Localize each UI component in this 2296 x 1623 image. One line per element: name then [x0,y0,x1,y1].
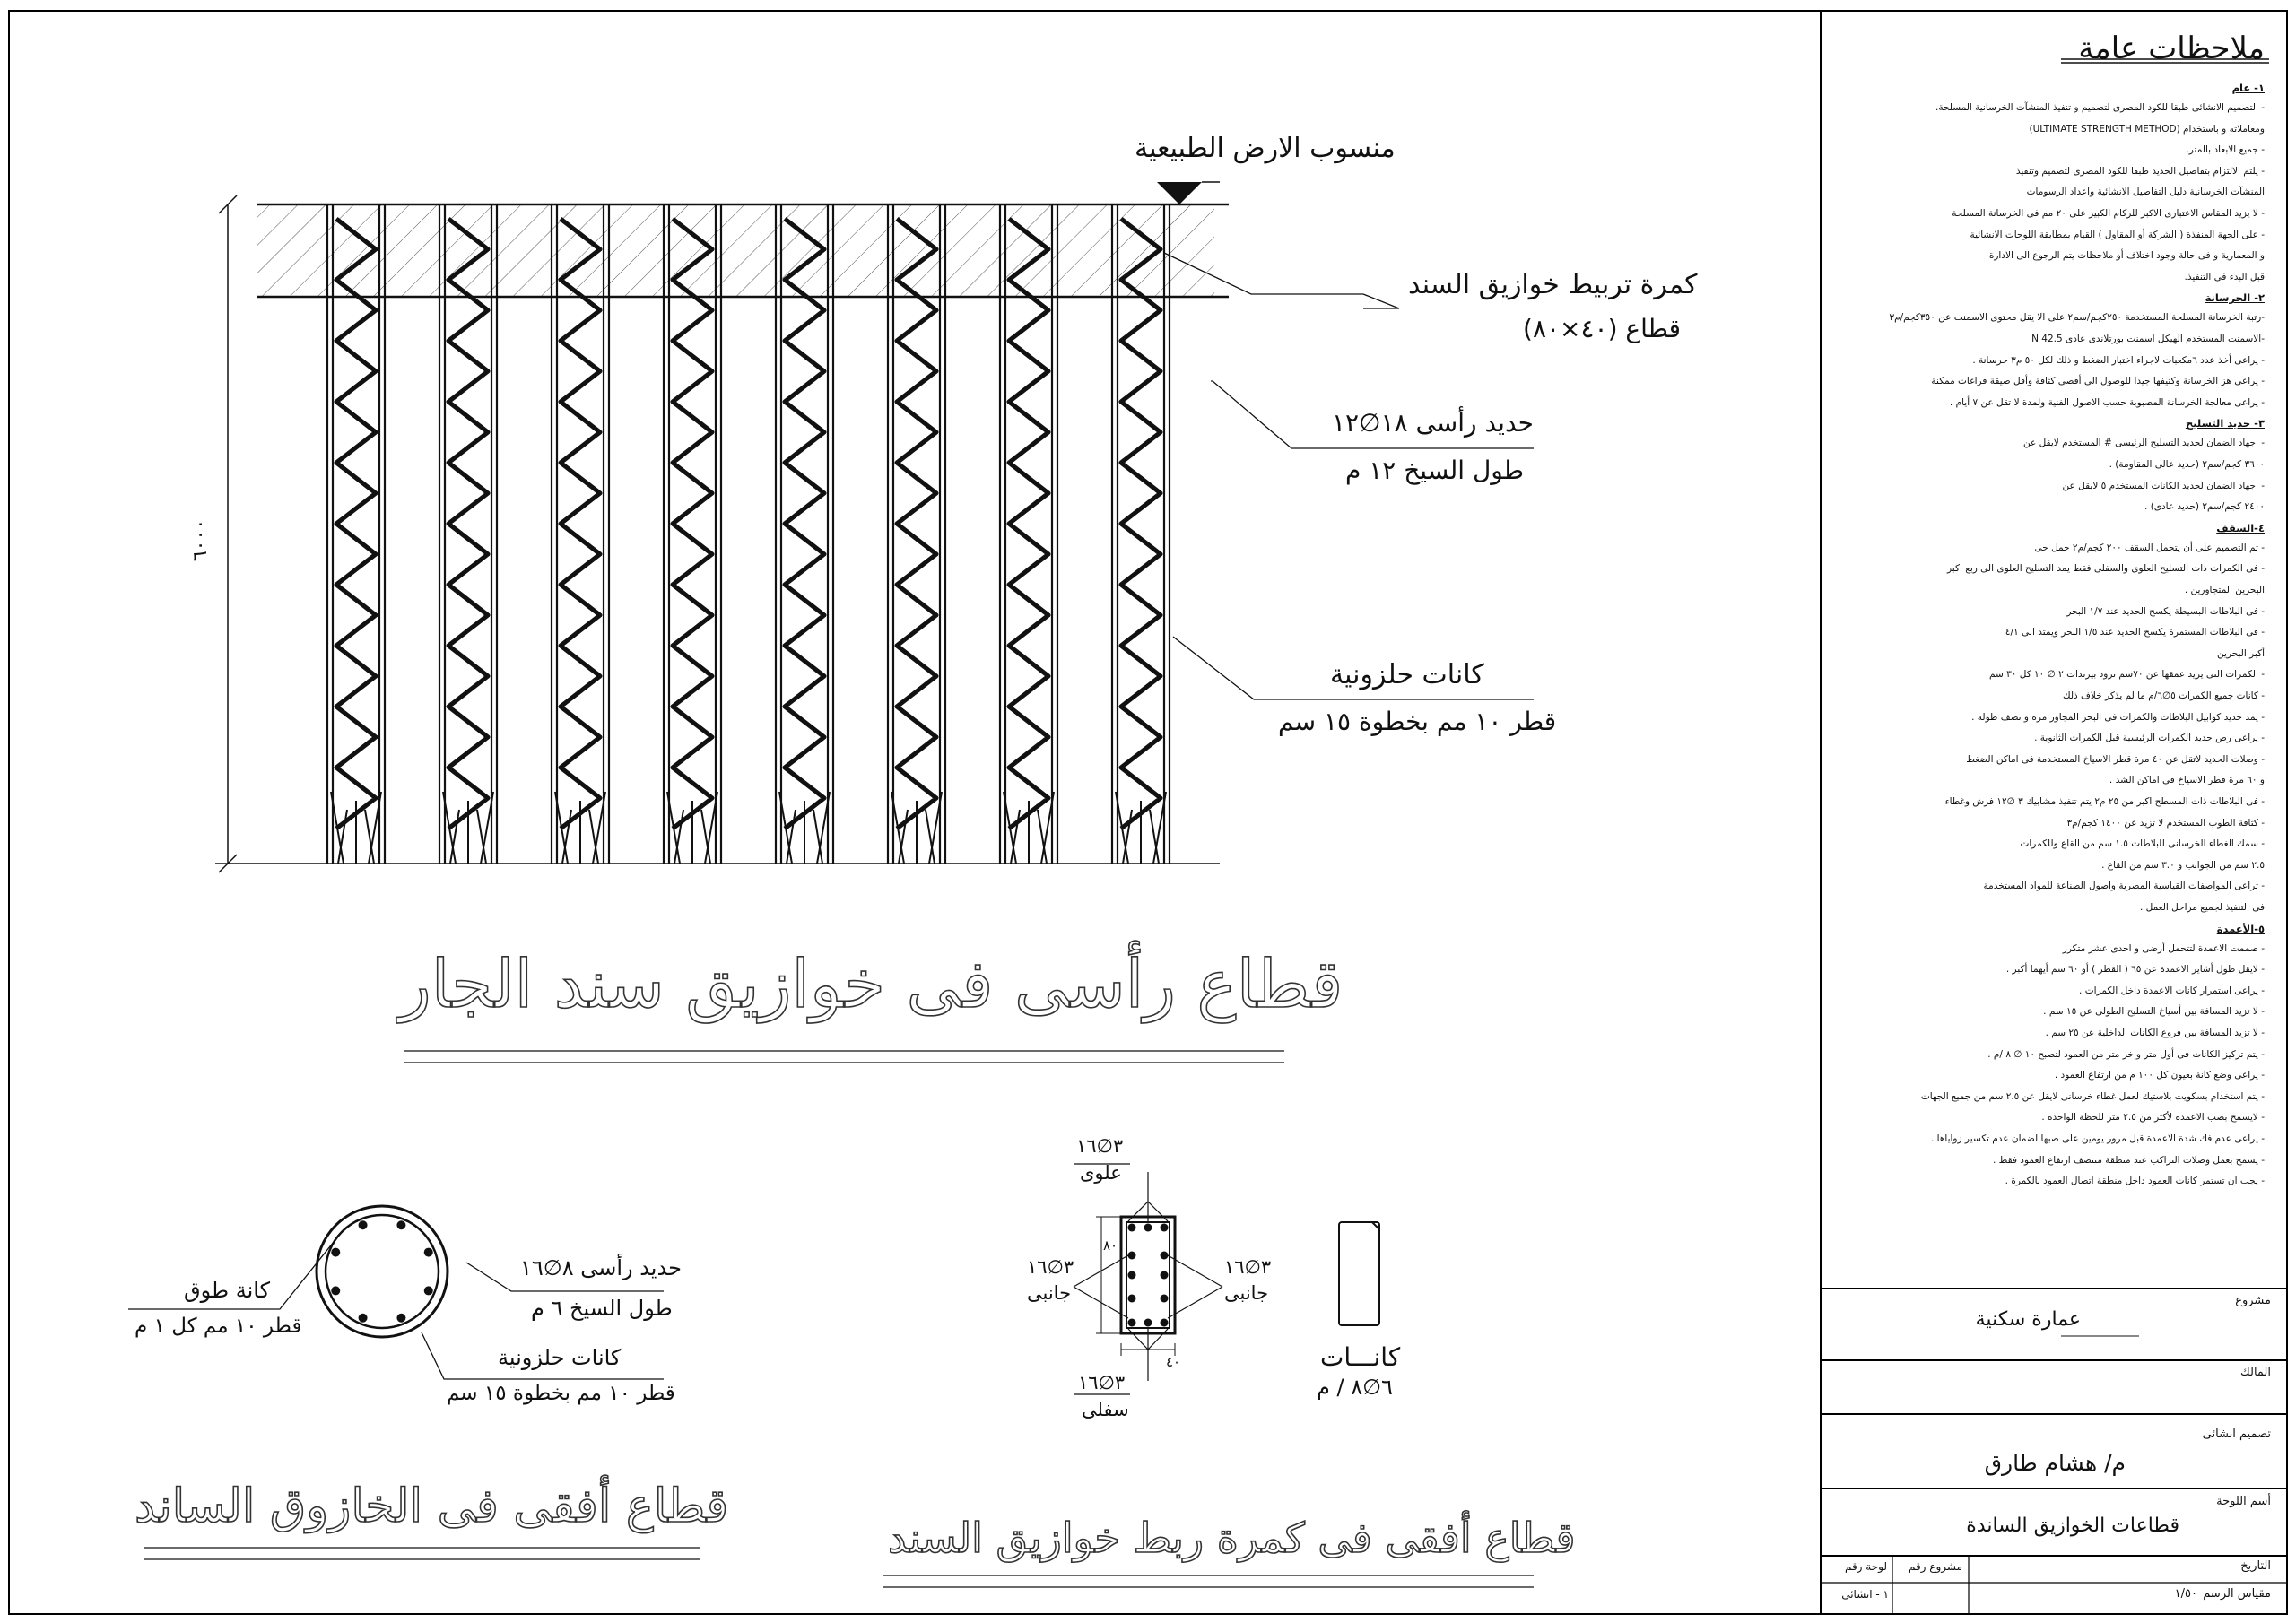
notes-line: - يراعى معالجة الخرسانة المصبوبة حسب الاصول الفنية ولمدة لا تقل عن ٧ أيام . [1949,396,2265,408]
spiral [336,219,376,829]
project-label: مشروع [2235,1294,2271,1307]
notes-heading: ٣- حديد التسليح [2185,417,2265,430]
beam-bar [1128,1295,1136,1303]
notes-line: - جميع الابعاد بالمتر. [2186,144,2265,156]
pile [888,204,945,864]
notes-line: - يتم تركيز الكانات فى أول متر واخر متر من العمود لتصبح ١٠ ∅ ٨ /م . [1987,1048,2265,1060]
top-bars-label: ٣∅١٦ [1076,1135,1124,1157]
bar-length-label: طول السيخ ١٢ م [1345,456,1525,485]
spiral-spec-label: قطر ١٠ مم بخطوة ١٥ سم [1278,707,1557,736]
dimension-label: ٦٠٠٠ [189,518,213,562]
notes-line: - اجهاد الضمان لحديد التسليح الرئيسى # المستخدم لايقل عن [2022,438,2265,449]
pile-bar [331,1248,340,1257]
notes-line: - يراعى هز الخرسانة وكثيفها جيدا للوصول الى أقصى كثافة وأقل ضيقة فراغات ممكنة [1931,376,2265,387]
spiral [897,219,936,829]
notes-heading: ٤-السقف [2216,521,2265,534]
ring-spec-label: قطر ١٠ مم كل ١ م [135,1315,302,1338]
tie-beam-hatch [257,204,1214,297]
notes-line: - لايقل طول أشاير الاعمدة عن ٦٥ ( القطر ) أو ٦٠ سم أيهما أكبر . [2005,964,2265,976]
notes-line: - لا يزيد المقاس الاعتبارى الاكبر للركام الكبير على ٢٠ مم فى الخرسانة المسلحة [1952,208,2265,219]
ground-level-marker [1157,182,1202,204]
notes-line: - تم التصميم على أن يتحمل السقف ٢٠٠ كجم/م٢ حمل حى [2034,542,2265,553]
bottom-bars-label: ٣∅١٦ [1078,1372,1126,1393]
beam-bar [1128,1271,1136,1280]
design-label: تصميم انشائى [2202,1428,2271,1441]
top-word-label: علوى [1080,1162,1122,1184]
tie-beam-section-label: قطاع (٤٠×٨٠) [1523,314,1681,343]
side-left-word-label: جانبى [1027,1282,1072,1304]
notes-line: - يراعى عدم فك شدة الاعمدة قبل مرور يومين على صبها لضمان عدم تكسير زواياها . [1930,1133,2265,1144]
notes-line: - فى البلاطات ذات المسطح اكبر من ٢٥ م٢ يتم تنفيذ مشابيك ٣ ∅١٢ فرش وغطاء [1944,796,2265,807]
notes-line: - لايسمح بصب الاعمدة لأكثر من ٢.٥ متر للحظة الواحدة . [2041,1112,2265,1124]
notes-line: ٣٦٠٠ كجم/سم٢ (حديد عالى المقاومة) . [2109,459,2265,470]
stirrup-shape [1339,1222,1379,1325]
notes-line: - لا تزيد المسافة بين فروع الكانات الداخلية عن ٢٥ سم . [2045,1028,2265,1038]
spiral-circle [326,1215,439,1328]
spiral [1009,219,1048,829]
notes-line: -الاسمنت المستخدم الهيكل اسمنت بورتلاندى عادى N 42.5 [2031,334,2265,344]
notes-line: - يجب ان تستمر كانات العمود داخل منطقة اتصال العمود بالكمرة . [2005,1176,2265,1187]
notes-line: - يلتم الالتزام بتفاصيل الحديد طبقا للكود المصرى لتصميم وتنفيذ [2015,165,2265,177]
notes-line: - اجهاد الضمان لحديد الكانات المستخدم ٥ لايقل عن [2062,480,2265,491]
beam-bar [1128,1224,1136,1232]
side-left-bars-label: ٣∅١٦ [1027,1256,1074,1278]
side-right-word-label: جانبى [1224,1282,1269,1304]
notes-line: البحرين المتجاورين . [2184,585,2265,595]
ground-level-label: منسوب الارض الطبيعية [1135,133,1396,164]
notes-line: - فى الكمرات ذات التسليح العلوى والسفلى فقط يمد التسليح العلوى الى ربع اكبر [1947,563,2265,575]
pile-bar [396,1314,405,1323]
pile [1000,204,1057,864]
design-value: م/ هشام طارق [1984,1450,2126,1476]
dim-width-label: ٤٠ [1166,1354,1181,1370]
side-right-bars-label: ٣∅١٦ [1224,1256,1272,1278]
notes-line: ٢٤٠٠ كجم/سم٢ (حديد عادى) . [2144,501,2265,513]
project-value: عمارة سكنية [1975,1308,2081,1331]
notes-heading: ٢- الخرسانة [2205,291,2265,305]
notes-line: - التصميم الانشائى طبقا للكود المصرى لتصميم و تنفيذ المنشآت الخرسانية المسلحة. [1935,102,2265,113]
notes-line: المنشآت الخرسانية دليل التفاصيل الانشائية واعداد الرسومات [2026,187,2265,198]
title-block [1821,1289,2287,1614]
spiral [785,219,824,829]
owner-label: المالك [2240,1366,2271,1379]
notes-line: - صممت الاعمدة لتتحمل أرضى و احدى عشر متكرر [2062,942,2265,954]
pile-bar [359,1220,368,1229]
notes-line: -رتبة الخرسانة المسلحة المستخدمة ٢٥٠كجم/سم٢ على الا يقل محتوى الاسمنت عن ٣٥٠كجم/م٣ [1889,312,2265,324]
pile-bar [424,1286,433,1295]
beam-bar [1161,1252,1169,1260]
notes-line: - فى البلاطات المستمرة يكسح الحديد عند ١/٥ البحر ويمتد الى ٤/١ [2005,627,2265,638]
beam-bar [1128,1252,1136,1260]
bottom-word-label: سفلى [1082,1399,1129,1420]
stirrups-word-label: كانـــات [1320,1342,1401,1372]
notes-heading: ١- عام [2231,82,2265,94]
beam-bar [1144,1224,1152,1232]
notes-line: فى التنفيذ لجميع مراحل العمل . [2139,902,2265,913]
vertical-steel-label: حديد رأسى ١٨∅١٢ [1332,408,1534,438]
beam-bar [1161,1224,1169,1232]
pile [552,204,609,864]
notes-line: - وصلات الحديد لاتقل عن ٤٠ مرة قطر الاسياخ المستخدمة فى اماكن الضغط [1966,753,2265,765]
notes-line: - سمك الغطاء الخرسانى للبلاطات ١.٥ سم من القاع وللكمرات [2020,838,2265,850]
pile [1112,204,1170,864]
beam-bar [1128,1319,1136,1327]
notes-line: - فى البلاطات البسيطة يكسح الحديد عند ١/٧ البحر [2066,605,2265,617]
pile [776,204,833,864]
notes-line: - كانات جميع الكمرات ٥∅٦/م ما لم يذكر خلاف ذلك [2062,690,2265,701]
pile-section-title: قطاع أفقى فى الخازوق الساند [135,1480,729,1533]
dim-height-label: ٨٠ [1103,1237,1118,1254]
notes-line: - كثافة الطوب المستخدم لا تزيد عن ١٤٠٠ كجم/م٣ [2066,817,2265,829]
notes-line: - يراعى وضع كانة بعيون كل ١٠٠ م من ارتفاع العمود . [2054,1070,2265,1081]
notes-line: قبل البدء فى التنفيذ. [2184,271,2265,282]
project-no-label: مشروع رقم [1908,1560,1962,1573]
pile-bar [424,1248,433,1257]
notes-line: - يمد حديد كوابيل البلاطات والكمرات فى البحر المجاور مره و نصف طوله . [1971,711,2265,723]
pile-elevation [215,182,1534,1063]
spiral [448,219,488,829]
beam-bar [1161,1295,1169,1303]
notes-line: - تراعى المواصفات القياسية المصرية واصول الصناعة للمواد المستخدمة [1983,881,2265,892]
pile-bar [331,1286,340,1295]
pile [664,204,721,864]
pile-bar [359,1314,368,1323]
sheet-name-label: أسم اللوحة [2216,1495,2271,1508]
pile-bar [396,1220,405,1229]
tie-beam-label: كمرة تربيط خوازيق السند [1408,269,1698,300]
pile-spiral-spec-label: قطر ١٠ مم بخطوة ١٥ سم [447,1382,675,1405]
notes-line: - على الجهة المنفذة ( الشركة أو المقاول ) القيام بمطابقة اللوحات الانشائية [1970,229,2265,240]
beam-bar [1161,1319,1169,1327]
spiral-label: كانات حلزونية [1330,659,1484,690]
spiral [673,219,712,829]
pile-outer-circle [317,1206,448,1337]
sheet-name-value: قطاعات الخوازيق الساندة [1966,1515,2179,1537]
pile-vertical-steel-label: حديد رأسى ٨∅١٦ [520,1255,682,1280]
notes-heading: ٥-الأعمدة [2216,922,2265,935]
notes-line: ٢.٥ سم من الجوانب و ٣.٠ سم من القاع . [2101,859,2265,871]
scale-label: مقياس الرسم [2203,1587,2271,1601]
spiral [1121,219,1161,829]
beam-bar [1161,1271,1169,1280]
notes-line: - يتم استخدام بسكويت بلاستيك لعمل غطاء خرسانى لايقل عن ٢.٥ سم من جميع الجهات [1920,1090,2265,1102]
notes-line: أكبر البحرين [2217,647,2265,659]
spiral [561,219,600,829]
pile-bar-length-label: طول السيخ ٦ م [531,1296,673,1321]
notes-line: - يراعى أخذ عدد ٦مكعبات لاجراء اختبار الضغط و ذلك لكل ٥٠ م٣ خرسانة . [1972,354,2265,366]
notes-line: - لا تزيد المسافة بين أسياخ التسليح الطولى عن ١٥ سم . [2043,1006,2265,1018]
pile-spiral-label: كانات حلزونية [498,1345,622,1370]
beam-bar [1144,1319,1152,1327]
elevation-title: قطاع رأسى فى خوازيق سند الجار [399,946,1344,1023]
notes-line: - يسمح بعمل وصلات التراكب عند منطقة منتصف ارتفاع العمود فقط . [1993,1154,2265,1166]
sheet-no-value: ١ - انشائى [1841,1588,1889,1601]
pile [439,204,497,864]
stirrups-spec-label: ٦∅٨ / م [1317,1375,1393,1400]
date-label: التاريخ [2240,1559,2271,1573]
beam-section-title: قطاع أفقى فى كمرة ربط خوازيق السند [888,1514,1576,1562]
notes-line: و ٦٠ مرة قطر الاسياخ فى اماكن الشد . [2109,775,2265,786]
notes-line: ومعاملاته و باستخدام (ULTIMATE STRENGTH METHOD) [2029,123,2265,135]
sheet-no-label: لوحة رقم [1844,1560,1887,1573]
notes-panel [1821,20,2283,1284]
notes-line: و المعمارية و فى حالة وجود اختلاف أو ملاحظات يتم الرجوع الى الادارة [1988,250,2265,262]
pile [327,204,385,864]
ring-label: كانة طوق [184,1278,271,1303]
notes-title: ملاحظات عامة [2078,30,2265,66]
notes-line: - يراعى رص حديد الكمرات الرئيسية قبل الكمرات الثانوية . [2034,733,2265,744]
notes-line: - الكمرات التى يزيد عمقها عن ٧٠سم تزود بيرندات ٢ ∅ ١٠ كل ٣٠ سم [1989,669,2265,681]
notes-line: - يراعى استمرار كانات الاعمدة داخل الكمرات . [2079,985,2265,996]
scale-value: ١/٥٠ [2174,1587,2197,1601]
